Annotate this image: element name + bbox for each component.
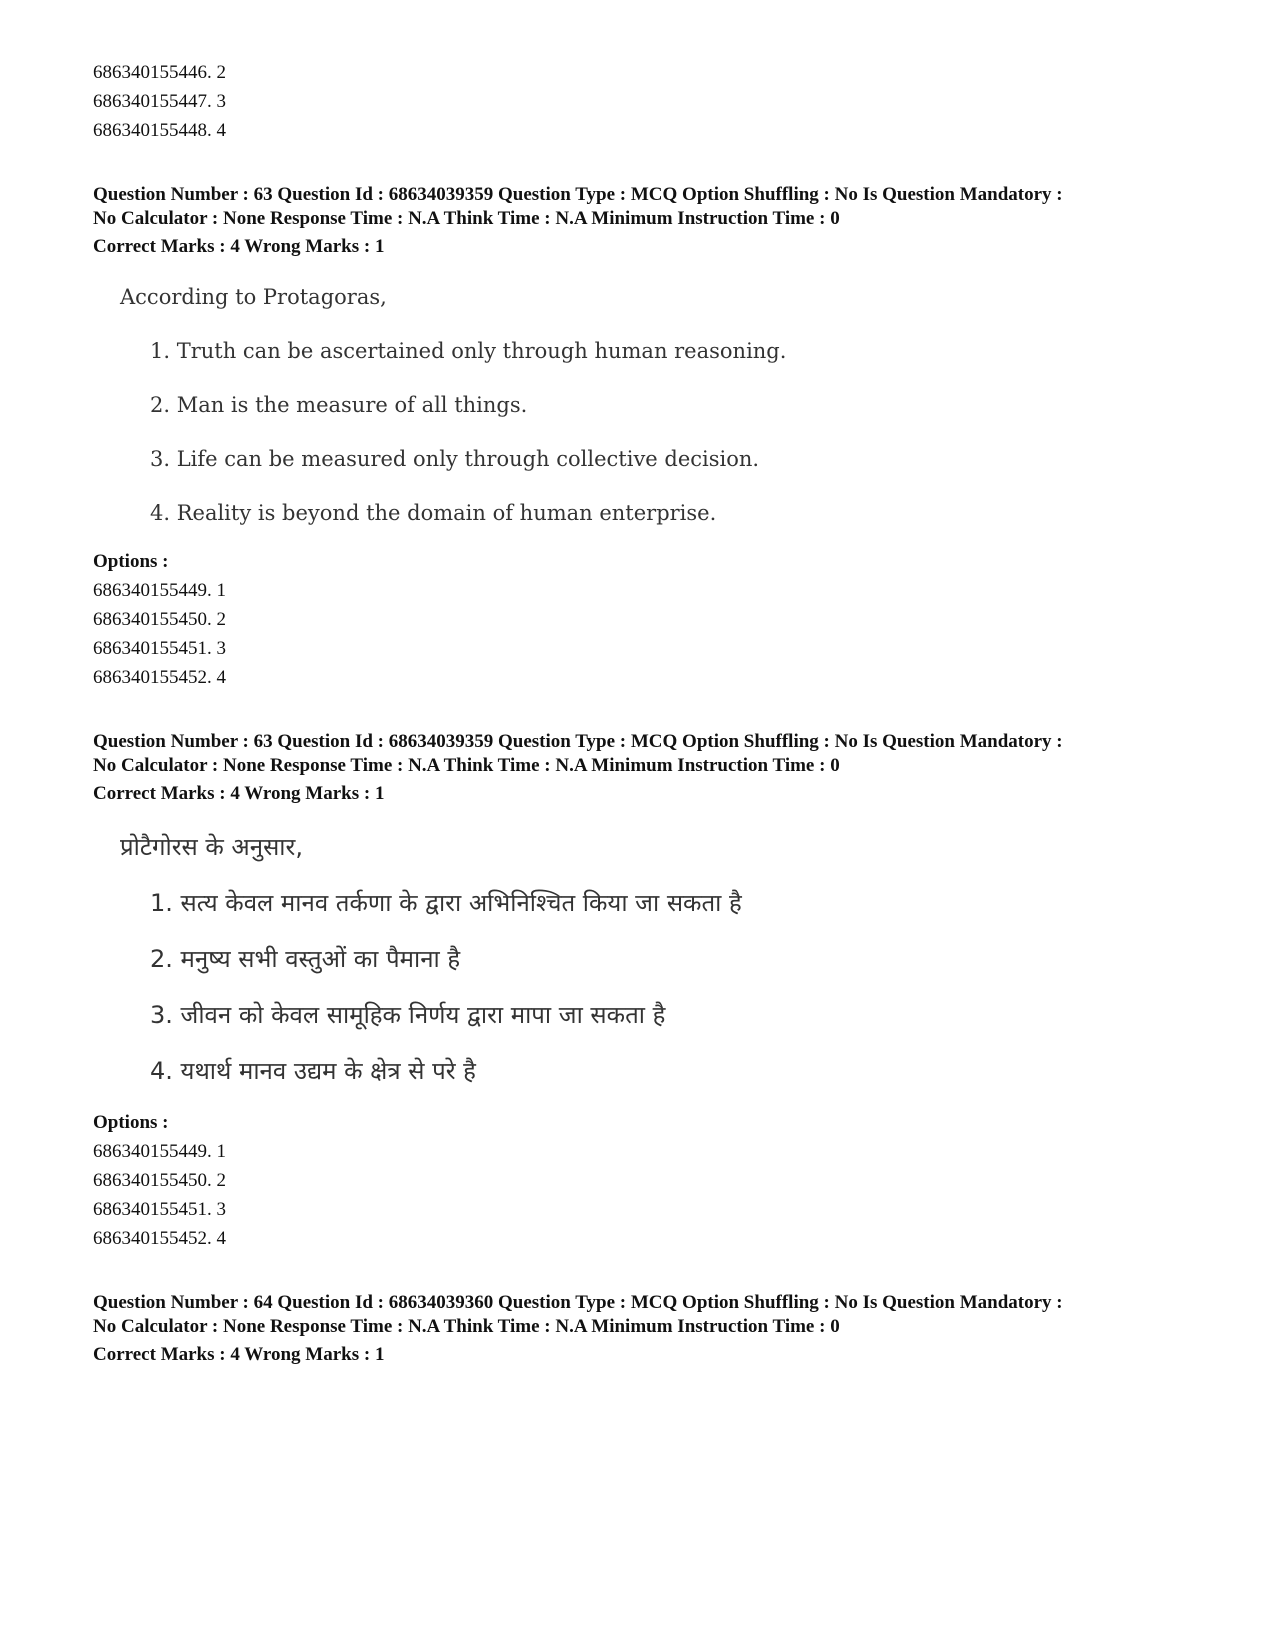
statement-item: 3. Life can be measured only through collective decision. [150, 447, 760, 471]
previous-question-options [93, 58, 1213, 145]
question-header [93, 730, 1213, 806]
document-page [93, 58, 1213, 1367]
statement-item: 2. मनुष्य सभी वस्तुओं का पैमाना है [150, 945, 461, 973]
statement-item: 4. यथार्थ मानव उद्यम के क्षेत्र से परे है [150, 1057, 476, 1085]
question-meta-line-1: Question Number : 64 Question Id : 68634039360 Question Type : MCQ Option Shuffling : No Is Question Mandatory : [93, 1292, 1063, 1313]
question-stem: प्रोटैगोरस के अनुसार, [120, 833, 303, 861]
question-63-english [93, 183, 1213, 692]
question-64 [93, 1291, 1213, 1367]
option-line: 686340155451. 3 [93, 1199, 226, 1220]
option-line: 686340155450. 2 [93, 1170, 226, 1191]
option-line: 686340155451. 3 [93, 638, 226, 659]
question-marks-line: Correct Marks : 4 Wrong Marks : 1 [93, 1344, 385, 1365]
question-meta-line-2: No Calculator : None Response Time : N.A Think Time : N.A Minimum Instruction Time : 0 [93, 208, 840, 229]
option-line: 686340155450. 2 [93, 609, 226, 630]
option-line: 686340155449. 1 [93, 1141, 226, 1162]
question-marks-line: Correct Marks : 4 Wrong Marks : 1 [93, 783, 385, 804]
option-line: 686340155448. 4 [93, 120, 226, 141]
statement-item: 3. जीवन को केवल सामूहिक निर्णय द्वारा मापा जा सकता है [150, 1001, 666, 1029]
option-line: 686340155452. 4 [93, 1228, 226, 1249]
options-label: Options : [93, 551, 169, 572]
options-list [93, 1108, 1213, 1253]
question-body [93, 830, 1213, 1088]
question-body [93, 283, 1213, 527]
question-meta-line-1: Question Number : 63 Question Id : 68634039359 Question Type : MCQ Option Shuffling : No Is Question Mandatory : [93, 184, 1063, 205]
option-line: 686340155449. 1 [93, 580, 226, 601]
options-label: Options : [93, 1112, 169, 1133]
statement-item: 1. Truth can be ascertained only through human reasoning. [150, 339, 787, 363]
question-63-hindi [93, 730, 1213, 1253]
question-meta-line-2: No Calculator : None Response Time : N.A Think Time : N.A Minimum Instruction Time : 0 [93, 1316, 840, 1337]
question-meta-line-2: No Calculator : None Response Time : N.A Think Time : N.A Minimum Instruction Time : 0 [93, 755, 840, 776]
question-header [93, 183, 1213, 259]
option-line: 686340155447. 3 [93, 91, 226, 112]
question-header [93, 1291, 1213, 1367]
statement-item: 1. सत्य केवल मानव तर्कणा के द्वारा अभिनिश्चित किया जा सकता है [150, 889, 742, 917]
statement-item: 4. Reality is beyond the domain of human enterprise. [150, 501, 717, 525]
statement-item: 2. Man is the measure of all things. [150, 393, 528, 417]
question-marks-line: Correct Marks : 4 Wrong Marks : 1 [93, 236, 385, 257]
question-meta-line-1: Question Number : 63 Question Id : 68634039359 Question Type : MCQ Option Shuffling : No Is Question Mandatory : [93, 731, 1063, 752]
options-list [93, 547, 1213, 692]
option-line: 686340155452. 4 [93, 667, 226, 688]
option-line: 686340155446. 2 [93, 62, 226, 83]
question-stem: According to Protagoras, [120, 285, 387, 309]
